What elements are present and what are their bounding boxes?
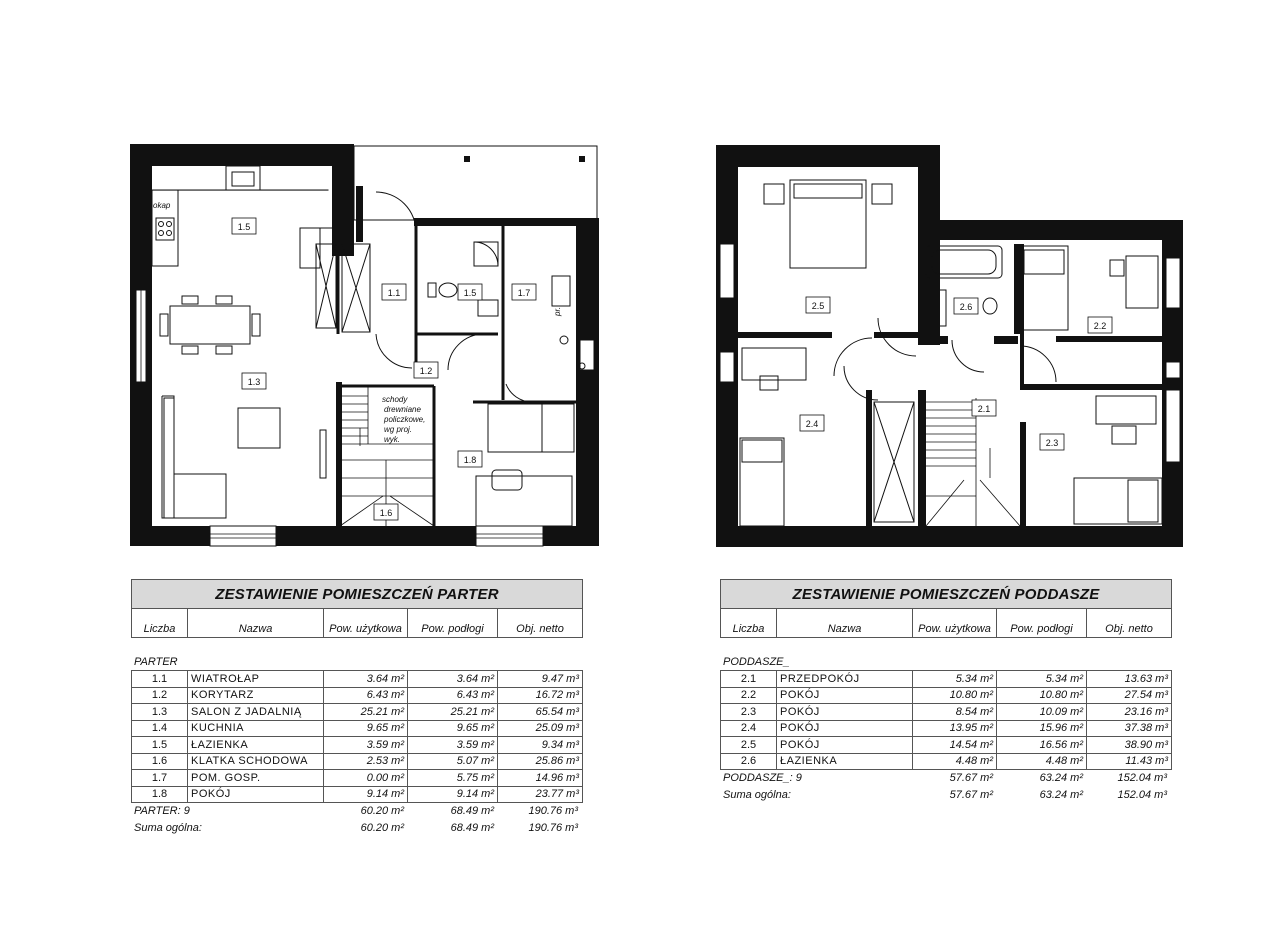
room-label-1.4 — [232, 218, 256, 234]
header-nazwa: Nazwa — [777, 609, 913, 637]
cell-number: 2.2 — [721, 688, 777, 704]
summary-usable-area: 60.20 m² — [360, 821, 404, 834]
summary-label: Suma ogólna: — [134, 821, 202, 834]
cell-number: 2.6 — [721, 754, 777, 770]
cell-usable-area: 3.59 m² — [324, 737, 408, 753]
parter-group-label: PARTER — [134, 656, 178, 668]
cell-volume: 9.34 m³ — [541, 738, 579, 751]
summary-label: PODDASZE_: 9 — [723, 772, 802, 785]
cell-floor-area: 6.43 m² — [408, 688, 498, 704]
grand-total-row — [131, 820, 583, 837]
room-label-1.8 — [458, 451, 482, 467]
cell-name: ŁAZIENKA — [188, 737, 324, 753]
cell-name: WIATROŁAP — [188, 671, 324, 687]
subtotal-row — [131, 803, 583, 820]
cell-floor-area: 9.65 m² — [408, 721, 498, 737]
cell-usable-area: 2.53 m² — [324, 754, 408, 770]
cell-name: POKÓJ — [188, 787, 324, 803]
svg-text:wyk.: wyk. — [384, 435, 400, 444]
svg-text:drewniane: drewniane — [384, 405, 421, 414]
table-row — [132, 721, 582, 738]
parter-table-rows — [131, 670, 583, 803]
cell-number: 2.1 — [721, 671, 777, 687]
cell-number: 1.8 — [132, 787, 188, 803]
cell-volume: 25.09 m³ — [535, 722, 579, 735]
cell-volume: 16.72 m³ — [535, 689, 579, 702]
room-label-1.7 — [512, 284, 536, 300]
cell-name: KLATKA SCHODOWA — [188, 754, 324, 770]
cell-number: 1.1 — [132, 671, 188, 687]
room-label-2.4 — [800, 415, 824, 431]
cell-floor-area: 5.07 m² — [408, 754, 498, 770]
summary-usable-area: 57.67 m² — [949, 772, 993, 785]
cell-floor-area: 16.56 m² — [997, 737, 1087, 753]
svg-text:schody: schody — [382, 395, 408, 404]
cell-volume: 25.86 m³ — [535, 755, 579, 768]
stairs-note — [382, 395, 425, 444]
svg-text:1.5: 1.5 — [463, 288, 477, 298]
cell-name: ŁAZIENKA — [777, 754, 913, 770]
cell-usable-area: 25.21 m² — [324, 704, 408, 720]
ground-walls — [130, 144, 599, 546]
summary-floor-area: 63.24 m² — [1039, 772, 1083, 785]
svg-text:2.1: 2.1 — [977, 404, 991, 414]
cell-name: SALON Z JADALNIĄ — [188, 704, 324, 720]
header-liczba: Liczba — [721, 609, 777, 637]
attic-floor-plan — [714, 140, 1189, 550]
header-liczba: Liczba — [132, 609, 188, 637]
header-pow-uzytkowa: Pow. użytkowa — [324, 609, 408, 637]
cell-usable-area: 5.34 m² — [913, 671, 997, 687]
parter-rooms-table — [131, 579, 583, 836]
attic-floor-drawing — [714, 140, 1189, 550]
cell-number: 1.6 — [132, 754, 188, 770]
svg-text:1.1: 1.1 — [387, 288, 401, 298]
svg-text:1.3: 1.3 — [247, 377, 261, 387]
cell-floor-area: 10.09 m² — [997, 704, 1087, 720]
summary-usable-area: 57.67 m² — [949, 788, 993, 801]
cell-volume: 14.96 m³ — [535, 771, 579, 784]
cell-name: POM. GOSP. — [188, 770, 324, 786]
summary-label: PARTER: 9 — [134, 805, 190, 818]
svg-text:1.8: 1.8 — [463, 455, 477, 465]
pr-label: pr. — [553, 306, 562, 316]
cell-name: PRZEDPOKÓJ — [777, 671, 913, 687]
room-label-2.3 — [1040, 434, 1064, 450]
table-row — [721, 721, 1171, 738]
header-pow-uzytkowa: Pow. użytkowa — [913, 609, 997, 637]
cell-floor-area: 3.64 m² — [408, 671, 498, 687]
room-label-2.6 — [954, 298, 978, 314]
table-row — [721, 737, 1171, 754]
poddasze-table-header — [720, 609, 1172, 638]
poddasze-table-title: ZESTAWIENIE POMIESZCZEŃ PODDASZE — [720, 579, 1172, 609]
parter-table-header — [131, 609, 583, 638]
cell-volume: 37.38 m³ — [1124, 722, 1168, 735]
cell-usable-area: 4.48 m² — [913, 754, 997, 770]
parter-table-title: ZESTAWIENIE POMIESZCZEŃ PARTER — [131, 579, 583, 609]
grand-total-row — [720, 787, 1172, 804]
table-row — [721, 671, 1171, 688]
room-label-2.5 — [806, 297, 830, 313]
room-label-1.5 — [458, 284, 482, 300]
cell-usable-area: 14.54 m² — [913, 737, 997, 753]
cell-floor-area: 10.80 m² — [997, 688, 1087, 704]
room-label-2.2 — [1088, 317, 1112, 333]
cell-volume: 27.54 m³ — [1124, 689, 1168, 702]
summary-usable-area: 60.20 m² — [360, 805, 404, 818]
cell-floor-area: 5.34 m² — [997, 671, 1087, 687]
attic-room-labels — [800, 297, 1112, 450]
cell-volume: 9.47 m³ — [541, 672, 579, 685]
svg-text:2.2: 2.2 — [1093, 321, 1107, 331]
cell-number: 1.3 — [132, 704, 188, 720]
summary-volume: 152.04 m³ — [1117, 772, 1167, 785]
attic-walls — [716, 145, 1183, 547]
cell-usable-area: 6.43 m² — [324, 688, 408, 704]
cell-name: KUCHNIA — [188, 721, 324, 737]
cell-floor-area: 9.14 m² — [408, 787, 498, 803]
cell-name: KORYTARZ — [188, 688, 324, 704]
svg-text:1.2: 1.2 — [419, 366, 433, 376]
cell-number: 1.4 — [132, 721, 188, 737]
poddasze-summary — [720, 770, 1172, 803]
table-row — [132, 770, 582, 787]
poddasze-table-rows — [720, 670, 1172, 770]
table-row — [721, 704, 1171, 721]
cell-floor-area: 5.75 m² — [408, 770, 498, 786]
cell-floor-area: 15.96 m² — [997, 721, 1087, 737]
table-row — [132, 688, 582, 705]
cell-usable-area: 8.54 m² — [913, 704, 997, 720]
summary-label: Suma ogólna: — [723, 788, 791, 801]
table-row — [721, 688, 1171, 705]
cell-usable-area: 10.80 m² — [913, 688, 997, 704]
svg-text:policzkowe,: policzkowe, — [384, 415, 426, 424]
room-label-1.3 — [242, 373, 266, 389]
cell-number: 1.7 — [132, 770, 188, 786]
summary-volume: 152.04 m³ — [1117, 788, 1167, 801]
summary-volume: 190.76 m³ — [528, 805, 578, 818]
cell-name: POKÓJ — [777, 688, 913, 704]
header-obj-netto: Obj. netto — [516, 623, 564, 635]
cell-usable-area: 13.95 m² — [913, 721, 997, 737]
cell-volume: 13.63 m³ — [1124, 672, 1168, 685]
table-row — [132, 787, 582, 804]
header-pow-podlogi: Pow. podłogi — [408, 609, 498, 637]
cell-volume: 38.90 m³ — [1124, 738, 1168, 751]
ground-room-labels — [153, 201, 562, 520]
cell-name: POKÓJ — [777, 737, 913, 753]
cell-floor-area: 3.59 m² — [408, 737, 498, 753]
cell-floor-area: 4.48 m² — [997, 754, 1087, 770]
cell-usable-area: 3.64 m² — [324, 671, 408, 687]
table-row — [132, 737, 582, 754]
table-row — [132, 704, 582, 721]
svg-text:2.3: 2.3 — [1045, 438, 1059, 448]
cell-number: 2.5 — [721, 737, 777, 753]
cell-number: 2.3 — [721, 704, 777, 720]
ground-floor-drawing — [128, 140, 603, 550]
cell-usable-area: 9.65 m² — [324, 721, 408, 737]
ground-floor-plan — [128, 140, 603, 550]
cell-number: 2.4 — [721, 721, 777, 737]
room-label-1.1 — [382, 284, 406, 300]
okap-label: okap — [153, 201, 171, 210]
header-obj-netto: Obj. netto — [1105, 623, 1153, 635]
cell-floor-area: 25.21 m² — [408, 704, 498, 720]
svg-text:1.5: 1.5 — [237, 222, 251, 232]
summary-volume: 190.76 m³ — [528, 821, 578, 834]
svg-text:2.4: 2.4 — [805, 419, 819, 429]
cell-volume: 65.54 m³ — [535, 705, 579, 718]
room-label-1.6 — [374, 504, 398, 520]
cell-number: 1.2 — [132, 688, 188, 704]
cell-volume: 23.77 m³ — [535, 788, 579, 801]
summary-floor-area: 68.49 m² — [450, 821, 494, 834]
room-label-2.1 — [972, 400, 996, 416]
cell-volume: 23.16 m³ — [1124, 705, 1168, 718]
cell-name: POKÓJ — [777, 704, 913, 720]
cell-usable-area: 9.14 m² — [324, 787, 408, 803]
poddasze-group-label: PODDASZE_ — [723, 656, 790, 668]
svg-text:1.6: 1.6 — [379, 508, 393, 518]
svg-text:2.6: 2.6 — [959, 302, 973, 312]
table-row — [721, 754, 1171, 771]
parter-summary — [131, 803, 583, 836]
header-nazwa: Nazwa — [188, 609, 324, 637]
header-pow-podlogi: Pow. podłogi — [997, 609, 1087, 637]
cell-number: 1.5 — [132, 737, 188, 753]
table-row — [132, 671, 582, 688]
cell-name: POKÓJ — [777, 721, 913, 737]
summary-floor-area: 68.49 m² — [450, 805, 494, 818]
svg-text:wg proj.: wg proj. — [384, 425, 413, 434]
svg-text:2.5: 2.5 — [811, 301, 825, 311]
poddasze-rooms-table — [720, 579, 1172, 803]
cell-volume: 11.43 m³ — [1125, 755, 1168, 768]
cell-usable-area: 0.00 m² — [324, 770, 408, 786]
room-label-1.2 — [414, 362, 438, 378]
subtotal-row — [720, 770, 1172, 787]
svg-text:1.7: 1.7 — [517, 288, 531, 298]
table-row — [132, 754, 582, 771]
summary-floor-area: 63.24 m² — [1039, 788, 1083, 801]
